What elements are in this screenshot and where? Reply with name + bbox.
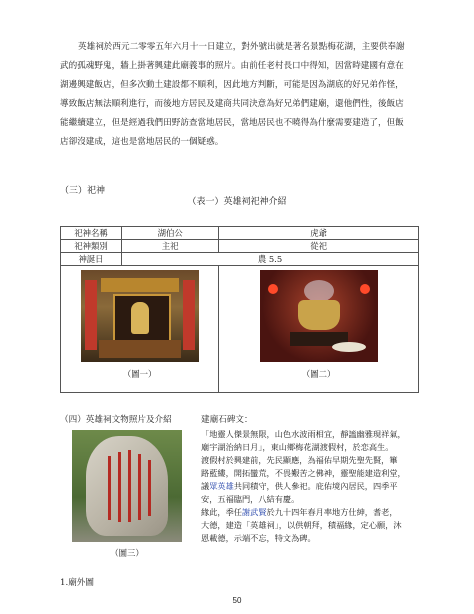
incense-burner-photo [260,270,378,362]
intro-paragraph [60,38,418,152]
deity-table [60,226,419,393]
inscription-line: 渡假村於興建前，先民顯應，為福佑早期先聖先賢，篳 [201,455,398,465]
figure-3-caption: （圖三） [110,548,144,558]
inscription-title: 建廟石碑文： [201,415,253,425]
table-1-title: （表一）英雄祠祀神介紹 [187,197,287,207]
inscription-line: 議眾英雄共同積守，供人參祀。庇佑境內居民，四季平 [201,481,398,491]
intro-line: 店卻沒建成，這也是當地居民的一個疑惑。 [60,137,224,147]
table-header-cell: 祀神名稱 [61,227,122,240]
intro-line: 武的孤魂野鬼，牆上掛著興建此廟義事的照片。由前任老村長口中得知，因當時建國有意在 [60,61,404,71]
image-cell [219,266,419,393]
table-header-cell: 祀神類別 [61,240,122,253]
table-cell: 從祀 [219,240,419,253]
intro-line: 導致飯店無法順利進行，而後地方居民及建商共同決意為好兄弟們建廟，還他們性，後飯店 [60,99,404,109]
intro-line: 湖邊興建飯店，但多次動土建設都不順利，因此地方判斷，可能是因為湖底的好兄弟作怪， [60,80,404,90]
table-cell: 主祀 [122,240,219,253]
inscription-line: 路藍縷，開拓蠻荒，不畏艱苦之佛神，靈聖能建造利堂， [201,468,406,478]
table-header-cell: 神誕日 [61,253,122,266]
inscription-line: 大德，建造「英雄祠」，以供朝拜，積福緣，定心願，沐 [201,520,402,530]
inscription-line: 緣此，季任謝武賢於九十四年春月率地方仕紳，耆老， [201,507,398,517]
inscription-text [201,428,425,545]
inscription-line: 廟宇湖治納日月」，東山鄉梅花湖渡假村，於恋高生。 [201,442,394,452]
table-row [61,227,419,240]
table-cell: 湖伯公 [122,227,219,240]
table-cell-merged: 農 5.5 [122,253,419,266]
intro-line: 能繼續建立，但是經過我們田野訪查當地居民，當地居民也不曉得為什麼需要建造了，但飯 [60,118,404,128]
table-row-images [61,266,419,393]
inscription-line: 恩載德，示端不忘，特文為碑。 [201,533,316,543]
altar-photo [81,270,199,362]
subsection-heading: 1.廟外圖 [60,578,94,588]
highlighted-name: 謝武賢 [241,507,267,517]
intro-line: 英雄祠於西元二零零五年六月十一日建立，對外號出就是著名景點梅花湖，主要供奉謝 [78,42,405,52]
figure-2-caption: （圖二） [301,369,336,379]
table-row [61,253,419,266]
page-number: 50 [232,596,242,605]
image-cell [61,266,219,393]
table-cell: 虎爺 [219,227,419,240]
section-3-heading: （三）祀神 [60,186,106,196]
section-4-heading: （四）英雄祠文物照片及介紹 [60,415,172,425]
highlighted-name: 眾英雄 [209,481,234,491]
inscription-line: 「地靈人傑景無限，山色水波雨相宜，靜謐幽雅現祥氣， [201,429,406,439]
inscription-line: 安，五福臨門，八結有慶。 [201,494,300,504]
table-row [61,240,419,253]
figure-1-caption: （圖一） [122,369,157,379]
stone-tablet-photo [72,430,182,542]
